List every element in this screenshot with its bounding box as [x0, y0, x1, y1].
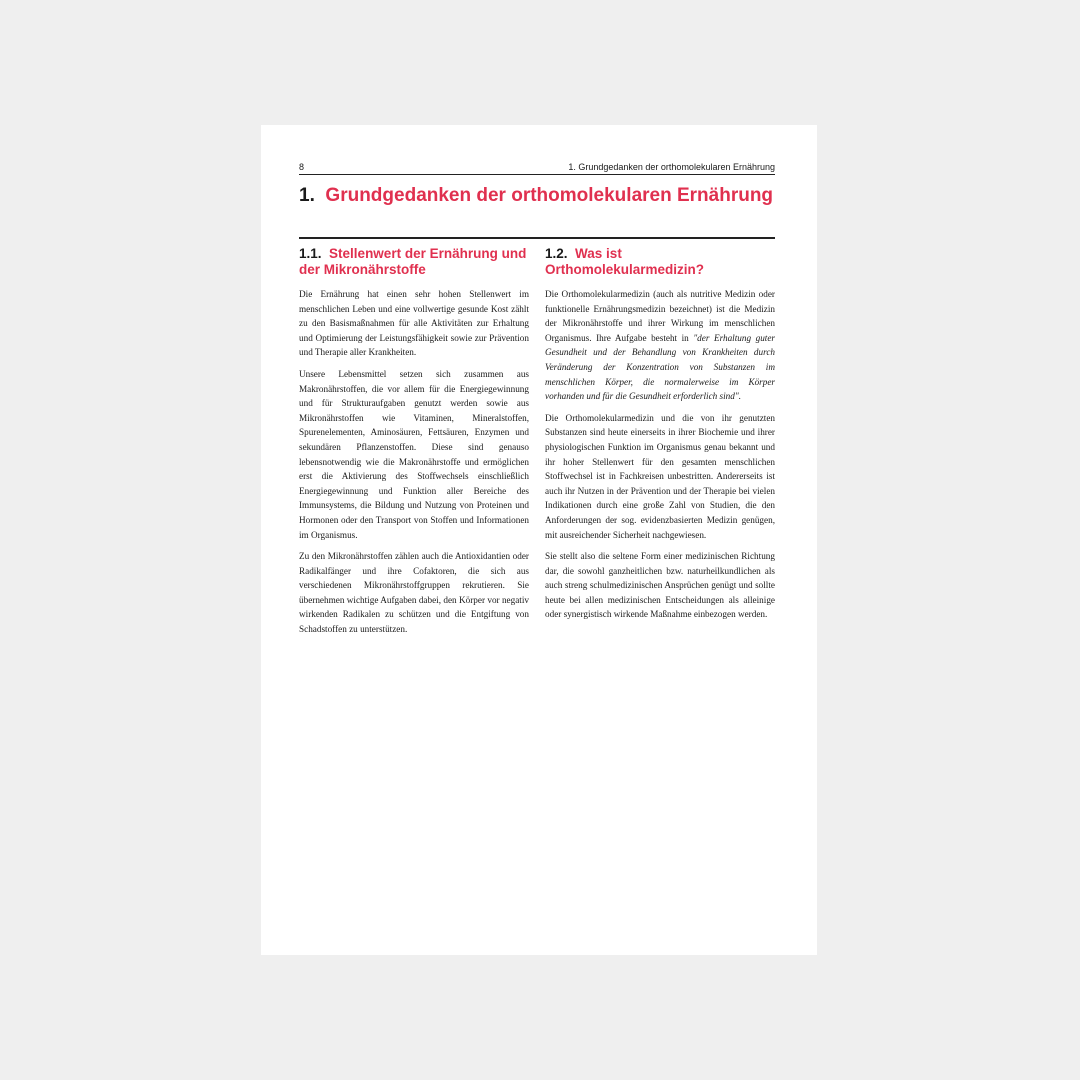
paragraph-intro: Die Orthomolekularmedizin (auch als nutritive Medizin oder funktionelle Ernährungsmedizin bezeichnet) ist die Medizin der Mikronährstoffe und ihrer Wirkung im menschlichen Organismus. Ihre Aufgabe besteht in [545, 289, 775, 343]
paragraph: Sie stellt also die seltene Form einer medizinischen Richtung dar, die sowohl ganzheitlichen bzw. naturheilkundlichen als auch streng schulmedizinischen Ansprüchen genügt und sollte heute bei allen medizinischen Entscheidungen als alleinige oder synergistisch wirkende Maßnahme einbezogen werden. [545, 551, 775, 620]
page-number: 8 [299, 162, 305, 172]
chapter-number: 1. [299, 185, 315, 206]
section-number: 1.1. [299, 246, 322, 261]
right-column [545, 246, 775, 629]
paragraph: Die Ernährung hat einen sehr hohen Stellenwert im menschlichen Leben und eine vollwertige gesunde Kost zählt zu den Basismaßnahmen für alle Aktivitäten zur Erhaltung und Optimierung der Leistungsfähigkeit sowie zur Prävention und Therapie aller Krankheiten. [299, 289, 529, 358]
paragraph: Unsere Lebensmittel setzen sich zusammen aus Makronährstoffen, die vor allem für die Energiegewinnung und für Strukturaufgaben genutzt werden sowie aus Mikronährstoffen wie Vitaminen, Mineralstoffen, Spurenelementen, Aminosäuren, Fettsäuren, Enzymen und sekundären Pflanzenstoffen. Diese sind genauso lebensnotwendig wie die Makronährstoffe und ermöglichen erst die Aktivierung des Stoffwechsels einschließlich Energiegewinnung und Funktion aller Bereiche des Immunsystems, die Bildung und Nutzung von Proteinen und Hormonen oder den Transport von Stoffen und Informationen im Organismus. [299, 368, 529, 540]
paragraph: Die Orthomolekularmedizin und die von ihr genutzten Substanzen sind heute einerseits in ihrer Biochemie und ihrer physiologischen Funktion im Organismus genau bekannt und ihr hoher Stellenwert für den gesamten menschlichen Stoffwechsel ist in Fachkreisen unbestritten. Andererseits ist auch ihr Nutzen in der Prävention und der Therapie bei vielen Indikationen durch eine große Zahl von Studien, die den Anforderungen der sog. evidenzbasierten Medizin genügen, mit ausreichender Sicherheit nachgewiesen. [545, 412, 775, 540]
paragraph [545, 287, 775, 404]
chapter-rule [299, 237, 775, 239]
header-rule [299, 174, 775, 175]
document-page [261, 125, 817, 955]
left-column [299, 246, 529, 644]
paragraph: Zu den Mikronährstoffen zählen auch die Antioxidantien oder Radikalfänger und ihre Cofaktoren, die sich aus verschiedenen Mikronährstoffgruppen rekrutieren. Sie übernehmen wichtige Aufgaben dabei, den Körper vor negativ wirkenden Radikalen zu schützen und die Entgiftung von Schadstoffen zu unterstützen. [299, 551, 529, 635]
running-title: 1. Grundgedanken der orthomolekularen Ernährung [568, 162, 775, 172]
section-number: 1.2. [545, 246, 568, 261]
section-heading-1-1 [299, 246, 529, 278]
chapter-heading [299, 185, 775, 207]
section-title: Was ist Orthomolekularmedizin? [545, 246, 705, 277]
definition-quote: "der Erhaltung guter Gesundheit und der Behandlung von Krankheiten durch Veränderung der Konzentration von Substanzen im menschlichen Körper, die normalerweise im Körper vorhanden und für die Gesundheit erforderlich sind". [545, 332, 776, 402]
section-title: Stellenwert der Ernährung und der Mikronährstoffe [299, 246, 527, 277]
section-heading-1-2 [545, 246, 775, 278]
chapter-title: Grundgedanken der orthomolekularen Ernährung [325, 185, 774, 206]
